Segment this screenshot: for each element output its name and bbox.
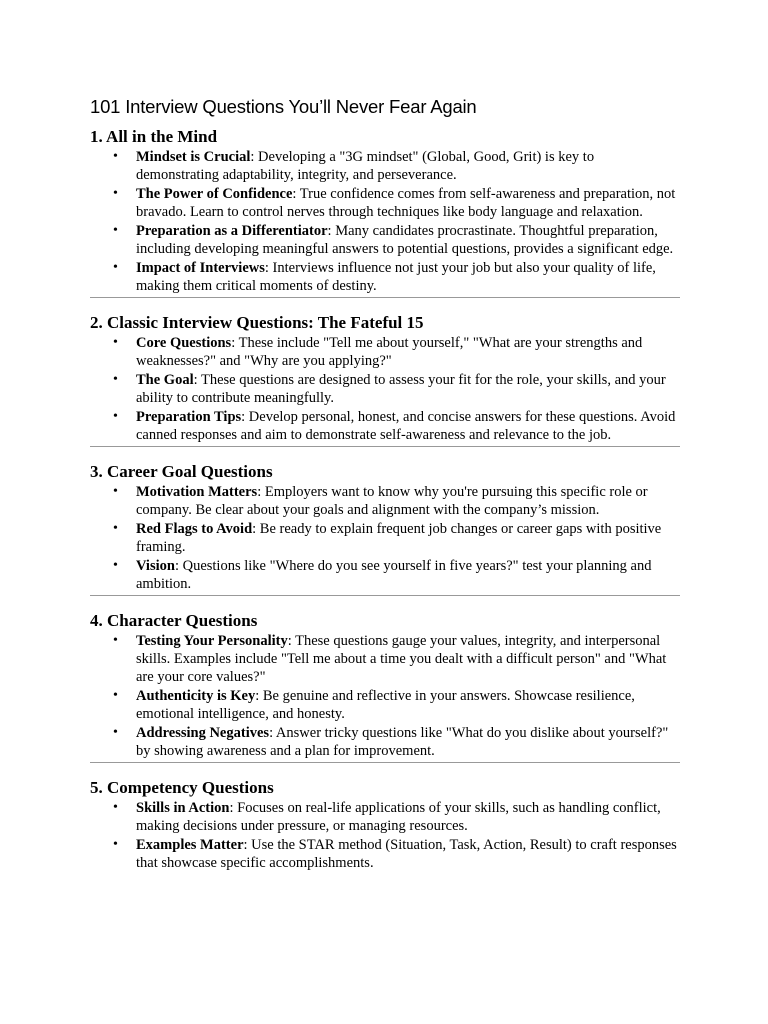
item-term: The Goal	[136, 372, 194, 388]
list-item	[90, 687, 680, 723]
section-heading: 4. Character Questions	[90, 611, 258, 630]
section-all-in-the-mind	[90, 126, 680, 298]
item-term: Red Flags to Avoid	[136, 521, 253, 537]
item-term: Impact of Interviews	[136, 260, 265, 276]
item-term: Skills in Action	[136, 800, 230, 816]
section-heading: 3. Career Goal Questions	[90, 462, 273, 481]
bullet-icon: •	[113, 521, 118, 536]
list-item	[90, 334, 680, 370]
item-text: : Use the STAR method (Situation, Task, Action, Result) to craft responses that showcase specific accomplishments.	[136, 837, 677, 871]
item-term: Vision	[136, 558, 175, 574]
item-text: : Developing a "3G mindset" (Global, Good, Grit) is key to demonstrating adaptability, integrity, and perseverance.	[136, 149, 595, 183]
item-text: : These include "Tell me about yourself," "What are your strengths and weaknesses?" and "Why are you applying?"	[136, 335, 643, 369]
bullet-list	[90, 148, 680, 295]
section-divider	[90, 762, 680, 763]
bullet-icon: •	[113, 725, 118, 740]
item-text: : Employers want to know why you're pursuing this specific role or company. Be clear about your goals and alignment with the company’s mission.	[136, 484, 648, 518]
item-term: Preparation Tips	[136, 409, 242, 425]
list-item	[90, 724, 680, 760]
item-text: : Be genuine and reflective in your answers. Showcase resilience, emotional intelligence, and honesty.	[136, 688, 635, 722]
document-content	[90, 94, 680, 873]
bullet-icon: •	[113, 558, 118, 573]
bullet-list	[90, 483, 680, 593]
bullet-icon: •	[113, 372, 118, 387]
item-term: Authenticity is Key	[136, 688, 256, 704]
bullet-icon: •	[113, 260, 118, 275]
bullet-icon: •	[113, 149, 118, 164]
item-term: Core Questions	[136, 335, 232, 351]
section-divider	[90, 297, 680, 298]
bullet-list	[90, 632, 680, 760]
list-item	[90, 222, 680, 258]
list-item	[90, 148, 680, 184]
bullet-icon: •	[113, 223, 118, 238]
list-item	[90, 483, 680, 519]
section-competency-questions	[90, 777, 680, 872]
document-title: 101 Interview Questions You’ll Never Fear Again	[90, 96, 477, 117]
bullet-icon: •	[113, 633, 118, 648]
list-item	[90, 799, 680, 835]
section-classic-questions	[90, 312, 680, 447]
list-item	[90, 836, 680, 872]
bullet-icon: •	[113, 837, 118, 852]
section-divider	[90, 446, 680, 447]
bullet-icon: •	[113, 335, 118, 350]
item-text: : These questions gauge your values, integrity, and interpersonal skills. Examples include "Tell me about a time you dealt with a difficult person" and "What are your core values?"	[136, 633, 667, 685]
section-heading: 2. Classic Interview Questions: The Fateful 15	[90, 313, 424, 332]
list-item	[90, 259, 680, 295]
item-text: : Answer tricky questions like "What do you dislike about yourself?" by showing awareness and a plan for improvement.	[136, 725, 669, 759]
bullet-icon: •	[113, 688, 118, 703]
item-text: : Interviews influence not just your job but also your quality of life, making them critical moments of destiny.	[136, 260, 656, 294]
item-text: : Be ready to explain frequent job changes or career gaps with positive framing.	[136, 521, 662, 555]
bullet-list	[90, 334, 680, 444]
item-term: Examples Matter	[136, 837, 244, 853]
item-text: : Develop personal, honest, and concise answers for these questions. Avoid canned responses and aim to demonstrate self-awareness and relevance to the job.	[136, 409, 676, 443]
list-item	[90, 185, 680, 221]
section-character-questions	[90, 610, 680, 763]
list-item	[90, 371, 680, 407]
bullet-icon: •	[113, 800, 118, 815]
item-term: Mindset is Crucial	[136, 149, 251, 165]
item-text: : Many candidates procrastinate. Thoughtful preparation, including developing meaningful answers to potential questions, provides a significant edge.	[136, 223, 674, 257]
item-term: The Power of Confidence	[136, 186, 293, 202]
item-term: Preparation as a Differentiator	[136, 223, 328, 239]
bullet-icon: •	[113, 409, 118, 424]
item-text: : True confidence comes from self-awareness and preparation, not bravado. Learn to control nerves through techniques like body language and relaxation.	[136, 186, 676, 220]
item-term: Motivation Matters	[136, 484, 258, 500]
bullet-list	[90, 799, 680, 872]
section-divider	[90, 595, 680, 596]
item-term: Addressing Negatives	[136, 725, 270, 741]
section-heading: 1. All in the Mind	[90, 127, 218, 146]
item-text: : Focuses on real-life applications of your skills, such as handling conflict, making decisions under pressure, or managing resources.	[136, 800, 661, 834]
list-item	[90, 408, 680, 444]
bullet-icon: •	[113, 186, 118, 201]
section-career-goal-questions	[90, 461, 680, 596]
bullet-icon: •	[113, 484, 118, 499]
list-item	[90, 632, 680, 686]
list-item	[90, 557, 680, 593]
list-item	[90, 520, 680, 556]
section-heading: 5. Competency Questions	[90, 778, 274, 797]
item-text: : These questions are designed to assess your fit for the role, your skills, and your ability to contribute meaningfully.	[136, 372, 666, 406]
item-text: : Questions like "Where do you see yourself in five years?" test your planning and ambition.	[136, 558, 652, 592]
item-term: Testing Your Personality	[136, 633, 288, 649]
